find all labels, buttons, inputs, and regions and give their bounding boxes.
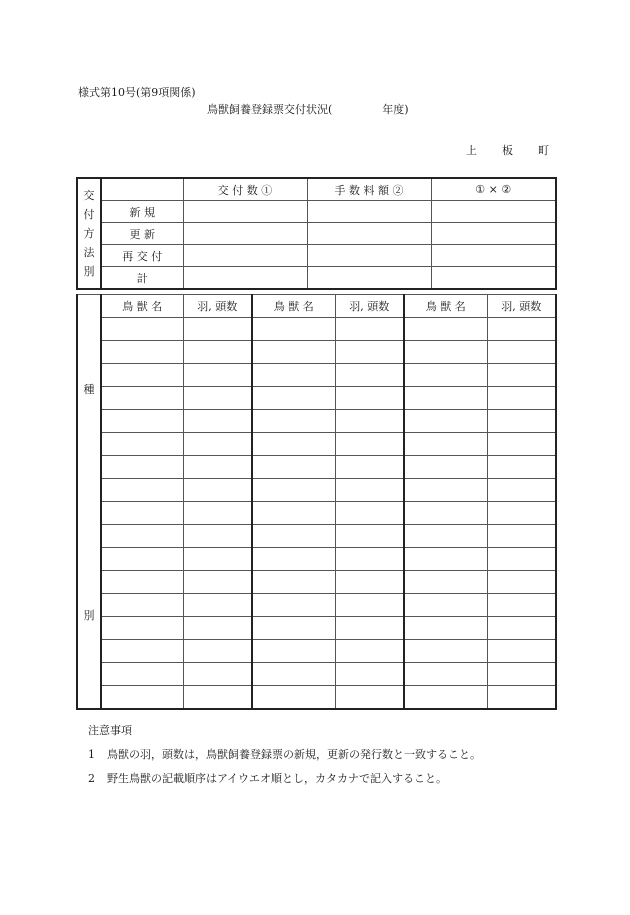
species-name-cell[interactable] [404, 364, 487, 387]
species-name-cell[interactable] [101, 387, 183, 410]
species-table [76, 294, 557, 710]
column-header-issued-count: 交 付 数 ① [183, 178, 307, 201]
species-count-cell[interactable] [335, 640, 404, 663]
species-name-cell[interactable] [101, 410, 183, 433]
species-row [77, 433, 556, 456]
species-name-cell[interactable] [101, 318, 183, 341]
species-name-cell[interactable] [404, 318, 487, 341]
species-count-cell[interactable] [183, 410, 252, 433]
value-cell[interactable] [431, 201, 556, 223]
note-text: 鳥獣の羽，頭数は，鳥獣飼養登録票の新規，更新の発行数と一致すること。 [107, 748, 481, 761]
species-count-cell[interactable] [183, 663, 252, 686]
column-header-count: 羽, 頭数 [487, 295, 556, 318]
town-char: 上 [466, 144, 477, 157]
species-count-cell[interactable] [487, 456, 556, 479]
species-count-cell[interactable] [183, 479, 252, 502]
summary-row-reissue [77, 245, 556, 267]
species-name-cell[interactable] [252, 364, 335, 387]
row-label-reissue: 再 交 付 [101, 245, 183, 267]
species-count-cell[interactable] [487, 686, 556, 710]
species-name-cell[interactable] [404, 548, 487, 571]
species-label-top: 種 [83, 383, 95, 396]
value-cell[interactable] [431, 267, 556, 290]
species-name-cell[interactable] [404, 387, 487, 410]
row-label-new: 新 規 [101, 201, 183, 223]
species-count-cell[interactable] [183, 341, 252, 364]
species-count-cell[interactable] [183, 318, 252, 341]
column-header-species-name: 鳥 獣 名 [101, 295, 183, 318]
species-count-cell[interactable] [183, 364, 252, 387]
species-name-cell[interactable] [101, 341, 183, 364]
species-count-cell[interactable] [487, 479, 556, 502]
species-count-cell[interactable] [183, 640, 252, 663]
value-cell[interactable] [307, 267, 431, 290]
species-count-cell[interactable] [335, 617, 404, 640]
species-count-cell[interactable] [335, 502, 404, 525]
value-cell[interactable] [431, 245, 556, 267]
species-row [77, 594, 556, 617]
species-count-cell[interactable] [335, 594, 404, 617]
species-name-cell[interactable] [252, 387, 335, 410]
species-row [77, 548, 556, 571]
species-count-cell[interactable] [487, 548, 556, 571]
species-row [77, 663, 556, 686]
species-name-cell[interactable] [252, 410, 335, 433]
summary-row-renewal [77, 223, 556, 245]
species-name-cell[interactable] [404, 640, 487, 663]
species-count-cell[interactable] [487, 341, 556, 364]
species-count-cell[interactable] [335, 456, 404, 479]
document-title [207, 101, 409, 117]
species-name-cell[interactable] [252, 640, 335, 663]
species-count-cell[interactable] [487, 410, 556, 433]
issuance-method-label: 交 付 方 法 別 [77, 178, 101, 289]
species-count-cell[interactable] [487, 318, 556, 341]
species-count-cell[interactable] [487, 594, 556, 617]
species-name-cell[interactable] [404, 341, 487, 364]
column-header-fee-amount: 手 数 料 額 ② [307, 178, 431, 201]
species-name-cell[interactable] [101, 571, 183, 594]
species-name-cell[interactable] [252, 617, 335, 640]
note-number: 1 [88, 748, 95, 761]
summary-row-total [77, 267, 556, 290]
town-char: 板 [502, 144, 513, 157]
species-count-cell[interactable] [335, 341, 404, 364]
species-row [77, 571, 556, 594]
town-name [466, 142, 549, 158]
species-count-cell[interactable] [335, 387, 404, 410]
species-name-cell[interactable] [101, 525, 183, 548]
species-name-cell[interactable] [101, 479, 183, 502]
species-row [77, 502, 556, 525]
species-count-cell[interactable] [335, 433, 404, 456]
species-count-cell[interactable] [335, 686, 404, 710]
species-row [77, 640, 556, 663]
species-count-cell[interactable] [183, 548, 252, 571]
header-blank [101, 178, 183, 201]
species-count-cell[interactable] [183, 387, 252, 410]
species-name-cell[interactable] [252, 433, 335, 456]
species-name-cell[interactable] [404, 571, 487, 594]
species-row [77, 456, 556, 479]
species-name-cell[interactable] [404, 617, 487, 640]
species-row [77, 525, 556, 548]
value-cell[interactable] [183, 201, 307, 223]
species-count-cell[interactable] [335, 479, 404, 502]
species-count-cell[interactable] [487, 640, 556, 663]
species-name-cell[interactable] [252, 686, 335, 710]
value-cell[interactable] [183, 245, 307, 267]
species-name-cell[interactable] [404, 479, 487, 502]
note-number: 2 [88, 772, 95, 785]
species-name-cell[interactable] [101, 686, 183, 710]
town-char: 町 [538, 144, 549, 157]
species-name-cell[interactable] [101, 364, 183, 387]
species-name-cell[interactable] [404, 594, 487, 617]
title-prefix: 鳥獣飼養登録票交付状況( [207, 103, 333, 116]
species-count-cell[interactable] [487, 433, 556, 456]
species-count-cell[interactable] [183, 456, 252, 479]
species-count-cell[interactable] [487, 571, 556, 594]
species-row [77, 341, 556, 364]
issuance-summary-table [76, 177, 557, 290]
summary-row-new [77, 201, 556, 223]
species-count-cell[interactable] [487, 617, 556, 640]
form-number: 様式第10号(第9項関係) [78, 86, 196, 99]
species-count-cell[interactable] [183, 686, 252, 710]
species-name-cell[interactable] [252, 525, 335, 548]
species-row [77, 617, 556, 640]
species-count-cell[interactable] [335, 663, 404, 686]
species-row [77, 686, 556, 710]
species-name-cell[interactable] [101, 548, 183, 571]
species-count-cell[interactable] [335, 548, 404, 571]
value-cell[interactable] [307, 223, 431, 245]
species-count-cell[interactable] [183, 617, 252, 640]
species-name-cell[interactable] [101, 502, 183, 525]
species-count-cell[interactable] [183, 433, 252, 456]
species-name-cell[interactable] [101, 594, 183, 617]
species-name-cell[interactable] [252, 341, 335, 364]
species-name-cell[interactable] [404, 525, 487, 548]
species-count-cell[interactable] [335, 525, 404, 548]
species-row [77, 318, 556, 341]
species-row [77, 387, 556, 410]
column-header-species-name: 鳥 獣 名 [252, 295, 335, 318]
note-item [88, 770, 447, 786]
species-count-cell[interactable] [487, 387, 556, 410]
species-row [77, 410, 556, 433]
species-name-cell[interactable] [404, 410, 487, 433]
value-cell[interactable] [307, 245, 431, 267]
species-name-cell[interactable] [404, 502, 487, 525]
species-count-cell[interactable] [487, 364, 556, 387]
column-header-count: 羽, 頭数 [335, 295, 404, 318]
note-item [88, 746, 481, 762]
species-name-cell[interactable] [404, 433, 487, 456]
species-count-cell[interactable] [487, 663, 556, 686]
species-side-label [77, 295, 101, 710]
column-header-product: ① × ② [431, 178, 556, 201]
species-label-bottom: 別 [83, 609, 95, 622]
species-name-cell[interactable] [252, 594, 335, 617]
species-name-cell[interactable] [404, 663, 487, 686]
summary-header-row [77, 178, 556, 201]
species-name-cell[interactable] [252, 548, 335, 571]
species-count-cell[interactable] [335, 364, 404, 387]
value-cell[interactable] [431, 223, 556, 245]
species-name-cell[interactable] [101, 640, 183, 663]
value-cell[interactable] [183, 267, 307, 290]
species-name-cell[interactable] [101, 663, 183, 686]
species-count-cell[interactable] [183, 502, 252, 525]
species-count-cell[interactable] [183, 594, 252, 617]
species-count-cell[interactable] [487, 502, 556, 525]
note-text: 野生鳥獣の記載順序はアイウエオ順とし，カタカナで記入すること。 [107, 772, 448, 785]
species-name-cell[interactable] [252, 571, 335, 594]
species-count-cell[interactable] [183, 525, 252, 548]
species-name-cell[interactable] [101, 617, 183, 640]
row-label-total: 計 [101, 267, 183, 290]
value-cell[interactable] [307, 201, 431, 223]
species-name-cell[interactable] [252, 502, 335, 525]
column-header-count: 羽, 頭数 [183, 295, 252, 318]
species-name-cell[interactable] [101, 433, 183, 456]
column-header-species-name: 鳥 獣 名 [404, 295, 487, 318]
row-label-renewal: 更 新 [101, 223, 183, 245]
species-count-cell[interactable] [335, 571, 404, 594]
species-count-cell[interactable] [335, 318, 404, 341]
title-suffix: 年度) [382, 103, 409, 116]
species-header-row [77, 295, 556, 318]
value-cell[interactable] [183, 223, 307, 245]
species-name-cell[interactable] [252, 479, 335, 502]
species-count-cell[interactable] [183, 571, 252, 594]
species-name-cell[interactable] [252, 318, 335, 341]
notes-heading: 注意事項 [88, 724, 132, 737]
species-row [77, 479, 556, 502]
species-count-cell[interactable] [335, 410, 404, 433]
species-name-cell[interactable] [252, 456, 335, 479]
species-name-cell[interactable] [404, 686, 487, 710]
species-name-cell[interactable] [101, 456, 183, 479]
species-row [77, 364, 556, 387]
species-name-cell[interactable] [404, 456, 487, 479]
species-count-cell[interactable] [487, 525, 556, 548]
species-name-cell[interactable] [252, 663, 335, 686]
